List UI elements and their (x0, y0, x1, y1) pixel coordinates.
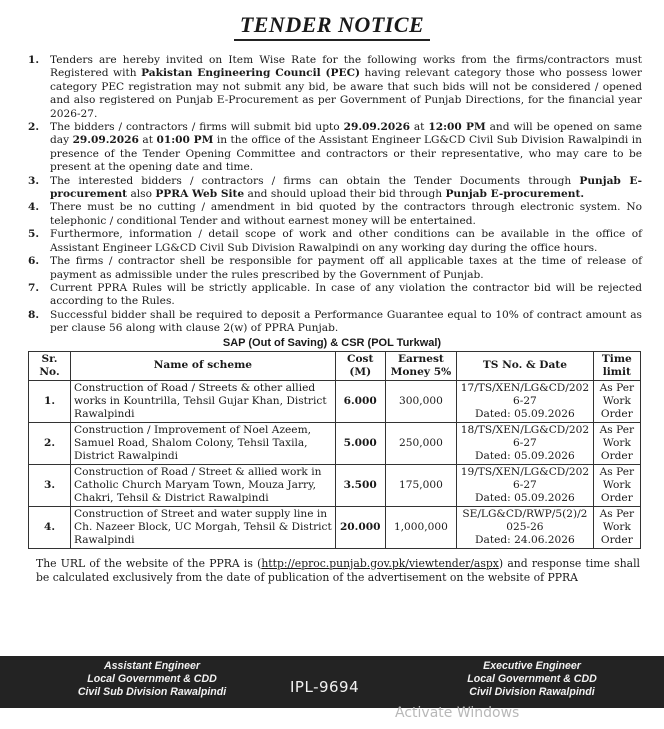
sig-line: Assistant Engineer (104, 660, 200, 672)
header-earnest: Earnest Money 5% (385, 351, 456, 380)
cell-ts (457, 380, 594, 422)
ts-date: Dated: 05.09.2026 (475, 491, 575, 504)
clause-text: The bidders / contractors / firms will submit bid upto (50, 121, 344, 134)
cell-time: As Per Work Order (593, 464, 640, 506)
sig-line: Local Government & CDD (467, 673, 597, 685)
cell-cost: 5.000 (335, 422, 385, 464)
ts-date: Dated: 24.06.2026 (475, 533, 575, 546)
header-cost: Cost (M) (335, 351, 385, 380)
clause-text: having relevant category those who possess lower category PEC registration may not submit any bid, be aware that such bids will not be considered / opened and also registered on Punjab E-Procurement as per Government of Punjab Directions, for the financial year 2026-27. (50, 67, 643, 120)
cell-ts (457, 506, 594, 548)
executive-engineer-signature (442, 660, 622, 699)
clause-text: Tenders are hereby invited on Item Wise Rate for the following works from the firms/contractors must Registered with (50, 54, 642, 80)
ts-number: 19/TS/XEN/LG&CD/2026-27 (460, 465, 590, 491)
cell-cost: 20.000 (335, 506, 385, 548)
notice-title: TENDER NOTICE (234, 12, 430, 41)
table-row (29, 422, 641, 464)
table-row (29, 506, 641, 548)
assistant-engineer-signature (62, 660, 242, 699)
clause-emphasis: Punjab E-procurement (50, 174, 642, 201)
clause-emphasis: Pakistan Engineering Council (PEC) (141, 67, 361, 80)
clause-text: and should upload their bid through (244, 188, 446, 201)
table-heading: SAP (Out of Saving) & CSR (POL Turkwal) (222, 336, 442, 349)
header-sr: Sr. No. (29, 351, 71, 380)
clause-number: 2. (28, 121, 40, 134)
cell-sr: 2. (29, 422, 71, 464)
cell-sr: 4. (29, 506, 71, 548)
clause-item (28, 175, 642, 202)
cell-earnest: 250,000 (385, 422, 456, 464)
header-time: Time limit (593, 351, 640, 380)
cell-scheme: Construction / Improvement of Noel Azeem, Samuel Road, Shalom Colony, Tehsil Taxila, District Rawalpindi (71, 422, 336, 464)
cell-scheme: Construction of Road / Street & allied work in Catholic Church Maryam Town, Mouza Jarry, Chakri, Tehsil & District Rawalpindi (71, 464, 336, 506)
cell-scheme: Construction of Street and water supply line in Ch. Nazeer Block, UC Morgah, Tehsil & District Rawalpindi (71, 506, 336, 548)
clause-item (28, 255, 642, 282)
url-note-after: ) and response time shall be calculated exclusively from the date of publication of the advertisement on the website of PPRA (36, 556, 640, 584)
url-note-before: The URL of the website of the PPRA is ( (36, 556, 262, 570)
ts-date: Dated: 05.09.2026 (475, 449, 575, 462)
ppra-url-link[interactable]: http://eproc.punjab.gov.pk/viewtender/aspx (261, 556, 499, 570)
clause-number: 6. (28, 255, 40, 268)
cell-time: As Per Work Order (593, 506, 640, 548)
clause-text: and will be opened on same day (50, 121, 642, 147)
clause-item (28, 282, 642, 309)
ts-number: SE/LG&CD/RWP/5(2)/2025-26 (462, 507, 588, 533)
cell-ts (457, 464, 594, 506)
clause-emphasis: Punjab E-procurement. (445, 188, 585, 201)
url-note (36, 557, 640, 585)
table-header-row (29, 351, 641, 380)
cell-earnest: 175,000 (385, 464, 456, 506)
cell-ts (457, 422, 594, 464)
clause-number: 3. (28, 174, 40, 187)
ts-number: 17/TS/XEN/LG&CD/2026-27 (460, 381, 590, 407)
sig-line: Civil Sub Division Rawalpindi (77, 686, 227, 698)
clause-number: 1. (28, 54, 40, 66)
cell-sr: 3. (29, 464, 71, 506)
clause-text: Furthermore, information / detail scope of work and other conditions can be available in the office of Assistant Engineer LG&CD Civil Sub Division Rawalpindi on any working day during the office hours. (50, 228, 642, 254)
sig-line: Civil Division Rawalpindi (469, 686, 595, 698)
clause-number: 8. (28, 308, 40, 321)
clause-number: 4. (28, 201, 40, 214)
table-row (29, 380, 641, 422)
ipl-number: IPL-9694 (290, 678, 360, 696)
clause-number: 5. (28, 228, 40, 241)
ts-date: Dated: 05.09.2026 (475, 407, 575, 420)
clause-item (28, 228, 642, 255)
clause-emphasis: 29.09.2026 (343, 121, 410, 134)
cell-cost: 3.500 (335, 464, 385, 506)
sig-line: Executive Engineer (483, 660, 581, 672)
clause-list (0, 54, 664, 336)
clause-text: also (127, 188, 156, 201)
schemes-table (28, 351, 641, 549)
clause-text: at (138, 134, 157, 147)
cell-time: As Per Work Order (593, 422, 640, 464)
cell-cost: 6.000 (335, 380, 385, 422)
cell-earnest: 1,000,000 (385, 506, 456, 548)
clause-number: 7. (28, 281, 40, 294)
clause-emphasis: 01:00 PM (156, 134, 214, 147)
clause-text: There must be no cutting / amendment in bid quoted by the contractors through electronic system. No telephonic / conditional Tender and without earnest money will be entertained. (50, 201, 642, 227)
table-row (29, 464, 641, 506)
clause-item (28, 309, 642, 336)
clause-emphasis: 12:00 PM (428, 121, 486, 134)
cell-earnest: 300,000 (385, 380, 456, 422)
sig-line: Local Government & CDD (87, 673, 217, 685)
clause-text: The firms / contractor shell be responsible for payment off all applicable taxes at the time of release of payment as admissible under the rules prescribed by the Government of Punjab. (50, 255, 642, 281)
title-area (0, 0, 664, 48)
cell-time: As Per Work Order (593, 380, 640, 422)
clause-emphasis: 29.09.2026 (72, 134, 139, 147)
activate-windows-watermark: Activate Windows (395, 705, 520, 721)
signature-footer (0, 656, 664, 708)
cell-scheme: Construction of Road / Streets & other allied works in Kountrilla, Tehsil Gujar Khan, District Rawalpindi (71, 380, 336, 422)
header-ts: TS No. & Date (457, 351, 594, 380)
clause-text: Successful bidder shall be required to deposit a Performance Guarantee equal to 10% of contract amount as per clause 56 along with clause 2(w) of PPRA Punjab. (50, 308, 642, 335)
header-scheme: Name of scheme (71, 351, 336, 380)
ts-number: 18/TS/XEN/LG&CD/2026-27 (460, 423, 590, 449)
clause-emphasis: PPRA Web Site (155, 188, 245, 201)
clause-text: in the office of the Assistant Engineer LG&CD Civil Sub Division Rawalpindi in presence of the Tender Opening Committee and contractors or their representative, who may care to be present at the opening date and time. (50, 134, 642, 174)
clause-item (28, 201, 642, 228)
clause-text: The interested bidders / contractors / firms can obtain the Tender Documents through (50, 174, 580, 187)
cell-sr: 1. (29, 380, 71, 422)
clause-text: at (409, 121, 429, 134)
clause-text: Current PPRA Rules will be strictly applicable. In case of any violation the contractor bid will be rejected according to the Rules. (50, 281, 642, 308)
clause-item (28, 121, 642, 175)
clause-item (28, 54, 642, 121)
